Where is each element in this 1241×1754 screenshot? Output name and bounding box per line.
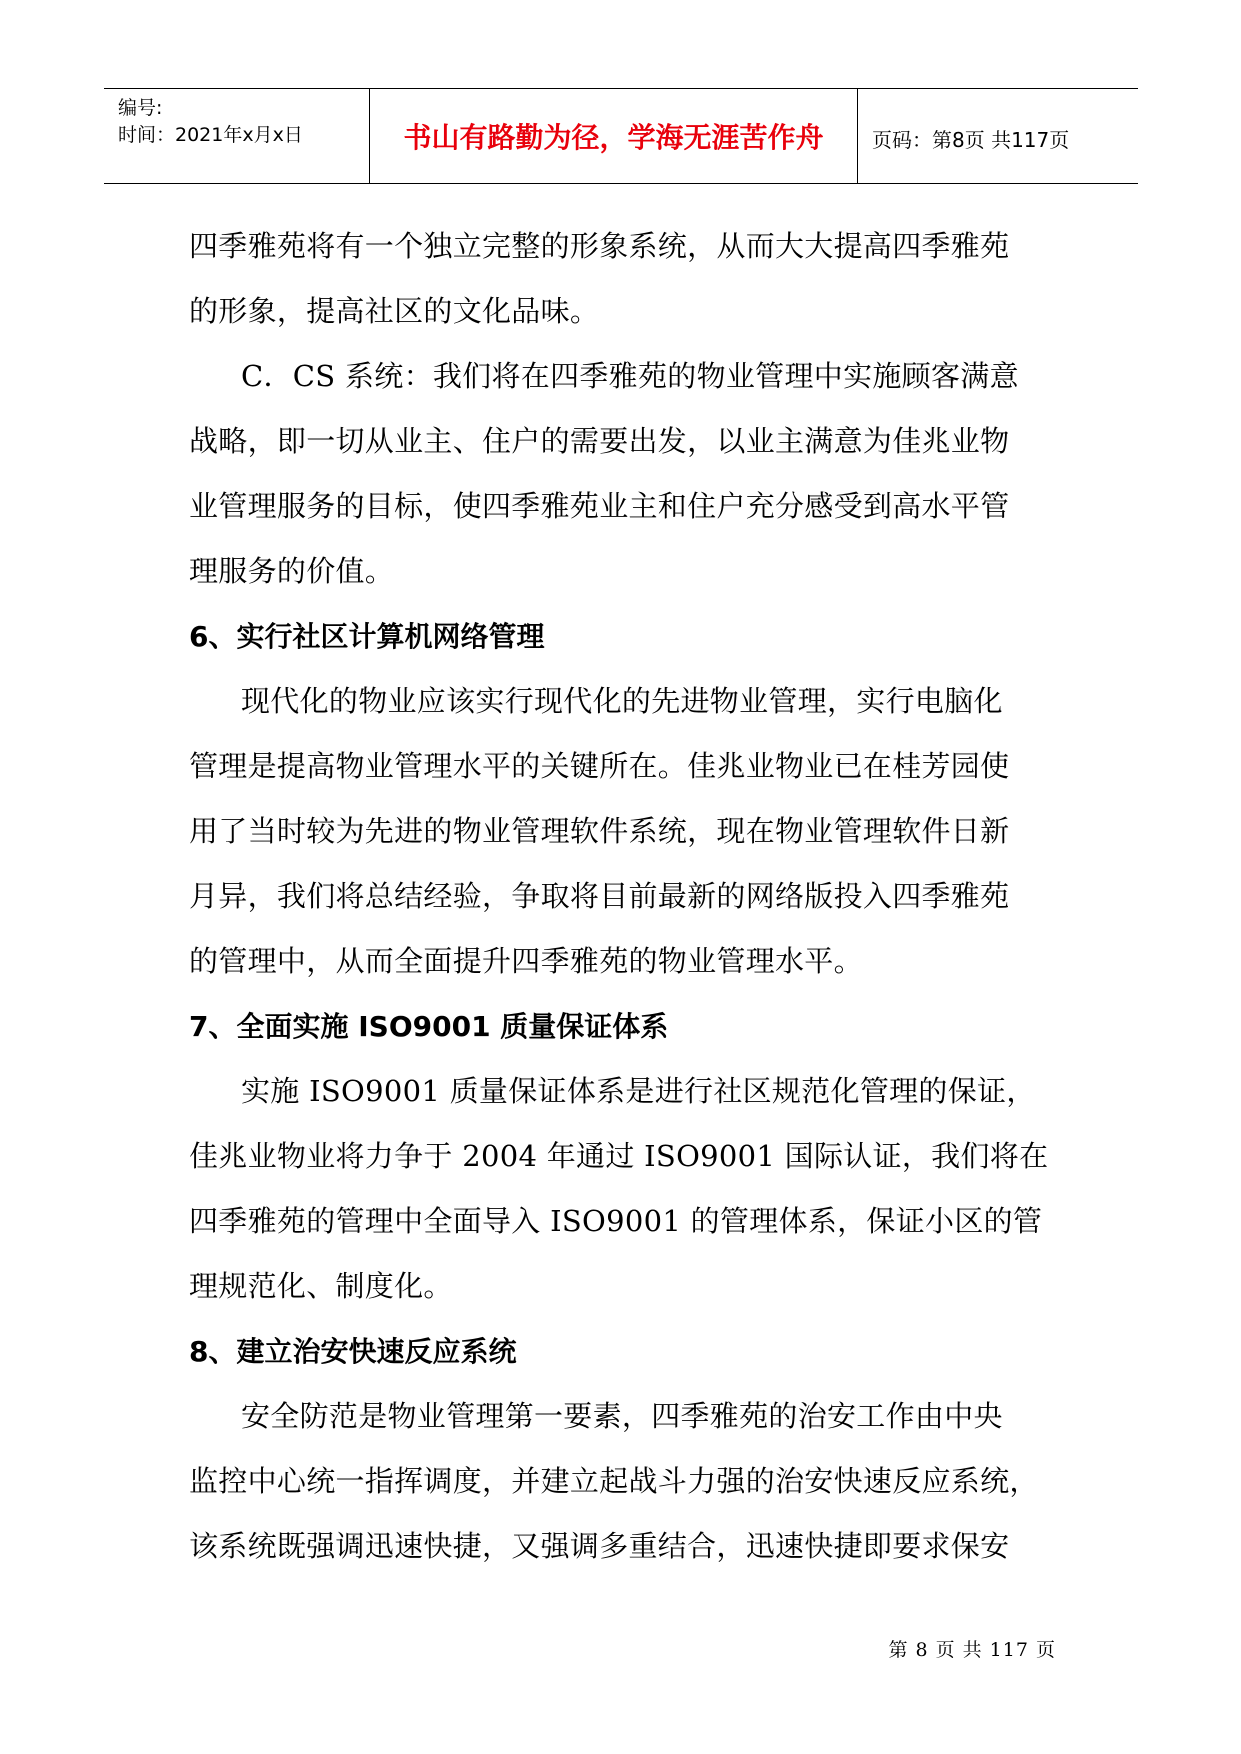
paragraph-line: 实施 ISO9001 质量保证体系是进行社区规范化管理的保证， [241, 1074, 1036, 1108]
document-body [189, 214, 1059, 1579]
section-heading-8: 8、建立治安快速反应系统 [189, 1335, 517, 1368]
paragraph-line: 的形象，提高社区的文化品味。 [189, 294, 600, 328]
paragraph-line: 战略，即一切从业主、住户的需要出发，以业主满意为佳兆业物 [189, 424, 1010, 458]
section-heading-7: 7、全面实施 ISO9001 质量保证体系 [189, 1010, 669, 1043]
paragraph-line: 佳兆业物业将力争于 2004 年通过 ISO9001 国际认证，我们将在 [189, 1139, 1049, 1173]
paragraph-line: 现代化的物业应该实行现代化的先进物业管理，实行电脑化 [241, 684, 1003, 718]
date-label: 时间：2021年x月x日 [118, 124, 303, 146]
paragraph-line: 该系统既强调迅速快捷，又强调多重结合，迅速快捷即要求保安 [189, 1529, 1010, 1563]
paragraph-line: C．CS 系统：我们将在四季雅苑的物业管理中实施顾客满意 [241, 359, 1019, 393]
header-left-cell [104, 89, 369, 183]
page-header [104, 88, 1138, 184]
header-right-cell [858, 89, 1138, 183]
paragraph-line: 管理是提高物业管理水平的关键所在。佳兆业物业已在桂芳园使 [189, 749, 1010, 783]
paragraph-line: 四季雅苑的管理中全面导入 ISO9001 的管理体系，保证小区的管 [189, 1204, 1043, 1238]
paragraph-line: 的管理中，从而全面提升四季雅苑的物业管理水平。 [189, 944, 863, 978]
paragraph-line: 用了当时较为先进的物业管理软件系统，现在物业管理软件日新 [189, 814, 1010, 848]
paragraph-line: 安全防范是物业管理第一要素，四季雅苑的治安工作由中央 [241, 1399, 1003, 1433]
paragraph-line: 月异，我们将总结经验，争取将目前最新的网络版投入四季雅苑 [189, 879, 1010, 913]
paragraph-line: 监控中心统一指挥调度，并建立起战斗力强的治安快速反应系统， [189, 1464, 1039, 1498]
header-motto: 书山有路勤为径，学海无涯苦作舟 [403, 121, 824, 154]
header-middle-cell [369, 89, 858, 183]
footer-page-number: 第 8 页 共 117 页 [888, 1639, 1056, 1661]
header-page-code: 页码：第8页 共117页 [872, 128, 1070, 152]
serial-number-label: 编号: [118, 97, 163, 119]
paragraph-line: 理服务的价值。 [189, 554, 395, 588]
paragraph-line: 四季雅苑将有一个独立完整的形象系统，从而大大提高四季雅苑 [189, 229, 1010, 263]
section-heading-6: 6、实行社区计算机网络管理 [189, 620, 545, 653]
paragraph-line: 业管理服务的目标，使四季雅苑业主和住户充分感受到高水平管 [189, 489, 1010, 523]
paragraph-line: 理规范化、制度化。 [189, 1269, 453, 1303]
